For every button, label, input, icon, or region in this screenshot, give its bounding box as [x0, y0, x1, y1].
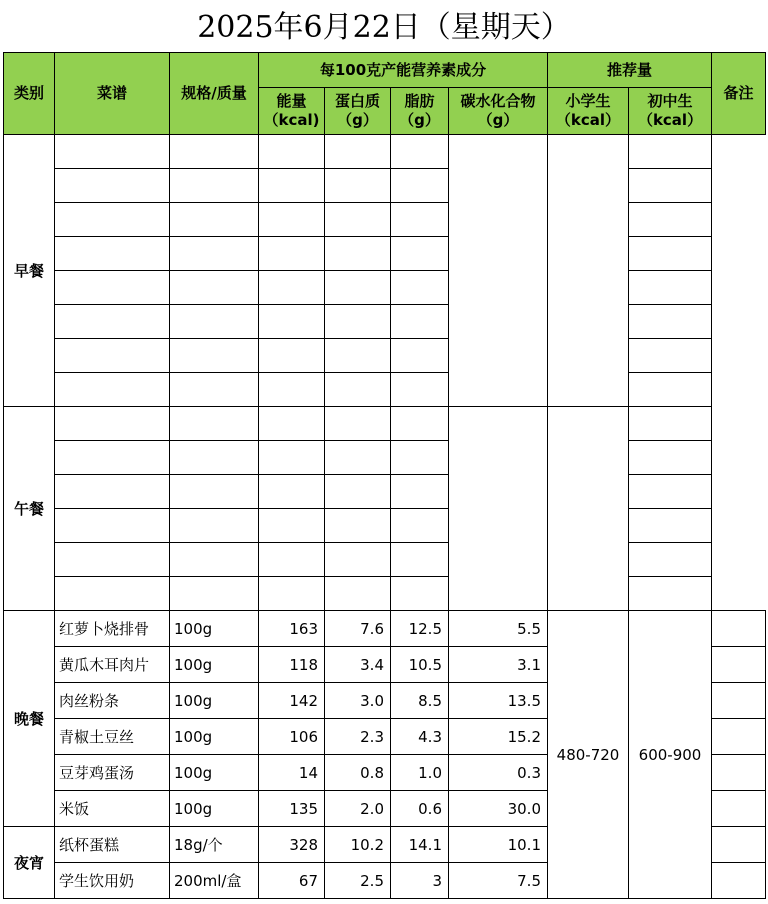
dish-fat: 0.6	[391, 791, 449, 827]
empty-cell	[325, 305, 391, 339]
dish-spec: 100g	[170, 791, 259, 827]
empty-cell	[170, 543, 259, 577]
dish-protein: 2.5	[325, 863, 391, 899]
dish-spec: 200ml/盒	[170, 863, 259, 899]
dish-carbs: 5.5	[449, 611, 548, 647]
dish-fat: 10.5	[391, 647, 449, 683]
table-row	[4, 577, 766, 611]
empty-cell	[629, 543, 712, 577]
header-recommend: 推荐量	[548, 53, 712, 88]
empty-cell	[170, 305, 259, 339]
empty-cell	[55, 271, 170, 305]
recommend-primary-breakfast	[449, 135, 548, 407]
dish-carbs: 13.5	[449, 683, 548, 719]
note-cell	[712, 683, 766, 719]
empty-cell	[629, 305, 712, 339]
dish-energy: 328	[259, 827, 325, 863]
dish-name: 红萝卜烧排骨	[55, 611, 170, 647]
empty-cell	[629, 237, 712, 271]
note-cell	[712, 791, 766, 827]
empty-cell	[170, 135, 259, 169]
dish-energy: 106	[259, 719, 325, 755]
empty-cell	[55, 203, 170, 237]
dish-name: 青椒土豆丝	[55, 719, 170, 755]
empty-cell	[170, 509, 259, 543]
table-row	[4, 203, 766, 237]
dish-name: 纸杯蛋糕	[55, 827, 170, 863]
dish-protein: 3.0	[325, 683, 391, 719]
empty-cell	[170, 577, 259, 611]
header-protein: 蛋白质（g）	[325, 88, 391, 135]
recommend-primary: 480-720	[548, 611, 629, 899]
empty-cell	[259, 169, 325, 203]
empty-cell	[391, 203, 449, 237]
empty-cell	[170, 271, 259, 305]
empty-cell	[259, 135, 325, 169]
empty-cell	[629, 407, 712, 441]
dish-energy: 67	[259, 863, 325, 899]
empty-cell	[325, 407, 391, 441]
dish-fat: 4.3	[391, 719, 449, 755]
empty-cell	[629, 169, 712, 203]
empty-cell	[629, 509, 712, 543]
table-row	[4, 305, 766, 339]
empty-cell	[629, 441, 712, 475]
recommend-middle: 600-900	[629, 611, 712, 899]
header-fat: 脂肪（g）	[391, 88, 449, 135]
empty-cell	[325, 373, 391, 407]
empty-cell	[55, 441, 170, 475]
empty-cell	[259, 373, 325, 407]
dish-carbs: 15.2	[449, 719, 548, 755]
dish-spec: 18g/个	[170, 827, 259, 863]
empty-cell	[629, 475, 712, 509]
empty-cell	[391, 339, 449, 373]
dish-spec: 100g	[170, 719, 259, 755]
empty-cell	[55, 169, 170, 203]
dish-protein: 7.6	[325, 611, 391, 647]
dish-protein: 2.3	[325, 719, 391, 755]
empty-cell	[55, 237, 170, 271]
header-energy: 能量（kcal)	[259, 88, 325, 135]
recommend-primary-lunch	[449, 407, 548, 611]
empty-cell	[629, 271, 712, 305]
note-cell	[712, 755, 766, 791]
table-row	[4, 611, 766, 647]
empty-cell	[170, 169, 259, 203]
header-spec: 规格/质量	[170, 53, 259, 135]
note-cell	[712, 647, 766, 683]
empty-cell	[259, 475, 325, 509]
dish-fat: 14.1	[391, 827, 449, 863]
empty-cell	[259, 509, 325, 543]
header-nutrients: 每100克产能营养素成分	[259, 53, 548, 88]
empty-cell	[629, 577, 712, 611]
dish-carbs: 3.1	[449, 647, 548, 683]
empty-cell	[55, 305, 170, 339]
empty-cell	[391, 475, 449, 509]
recommend-middle-lunch	[548, 407, 629, 611]
empty-cell	[55, 339, 170, 373]
dish-spec: 100g	[170, 683, 259, 719]
empty-cell	[391, 169, 449, 203]
dish-name: 黄瓜木耳肉片	[55, 647, 170, 683]
dish-spec: 100g	[170, 611, 259, 647]
table-row	[4, 441, 766, 475]
empty-cell	[170, 407, 259, 441]
empty-cell	[170, 237, 259, 271]
dish-carbs: 30.0	[449, 791, 548, 827]
empty-cell	[391, 373, 449, 407]
empty-cell	[55, 475, 170, 509]
header-carbs: 碳水化合物（g）	[449, 88, 548, 135]
empty-cell	[55, 543, 170, 577]
menu-table	[3, 52, 766, 899]
table-row	[4, 373, 766, 407]
dish-energy: 142	[259, 683, 325, 719]
dish-spec: 100g	[170, 647, 259, 683]
table-row	[4, 135, 766, 169]
dish-spec: 100g	[170, 755, 259, 791]
note-cell	[712, 719, 766, 755]
empty-cell	[391, 543, 449, 577]
dish-fat: 12.5	[391, 611, 449, 647]
empty-cell	[55, 509, 170, 543]
meal-dinner: 晚餐	[4, 611, 55, 827]
empty-cell	[170, 203, 259, 237]
empty-cell	[170, 339, 259, 373]
empty-cell	[325, 169, 391, 203]
table-row	[4, 475, 766, 509]
dish-carbs: 7.5	[449, 863, 548, 899]
note-cell	[712, 827, 766, 863]
table-row	[4, 169, 766, 203]
dish-fat: 1.0	[391, 755, 449, 791]
dish-fat: 3	[391, 863, 449, 899]
dish-energy: 14	[259, 755, 325, 791]
table-row	[4, 237, 766, 271]
table-row	[4, 407, 766, 441]
dish-fat: 8.5	[391, 683, 449, 719]
empty-cell	[55, 135, 170, 169]
header-note: 备注	[712, 53, 766, 135]
empty-cell	[170, 373, 259, 407]
dish-name: 肉丝粉条	[55, 683, 170, 719]
empty-cell	[325, 135, 391, 169]
header-category: 类别	[4, 53, 55, 135]
empty-cell	[325, 577, 391, 611]
empty-cell	[325, 237, 391, 271]
empty-cell	[55, 407, 170, 441]
empty-cell	[259, 441, 325, 475]
empty-cell	[259, 407, 325, 441]
header-middle: 初中生（kcal）	[629, 88, 712, 135]
empty-cell	[391, 237, 449, 271]
dish-protein: 3.4	[325, 647, 391, 683]
dish-energy: 135	[259, 791, 325, 827]
empty-cell	[325, 441, 391, 475]
empty-cell	[170, 475, 259, 509]
dish-name: 米饭	[55, 791, 170, 827]
empty-cell	[55, 577, 170, 611]
dish-name: 豆芽鸡蛋汤	[55, 755, 170, 791]
page-title: 2025年6月22日（星期天）	[197, 10, 571, 45]
meal-night: 夜宵	[4, 827, 55, 899]
meal-lunch: 午餐	[4, 407, 55, 611]
note-cell	[712, 863, 766, 899]
table-row	[4, 509, 766, 543]
dish-protein: 2.0	[325, 791, 391, 827]
header-primary: 小学生（kcal）	[548, 88, 629, 135]
empty-cell	[259, 237, 325, 271]
empty-cell	[325, 271, 391, 305]
table-row	[4, 543, 766, 577]
dish-name: 学生饮用奶	[55, 863, 170, 899]
recommend-middle-breakfast	[548, 135, 629, 407]
empty-cell	[325, 203, 391, 237]
header-dish: 菜谱	[55, 53, 170, 135]
empty-cell	[325, 475, 391, 509]
dish-carbs: 10.1	[449, 827, 548, 863]
empty-cell	[259, 271, 325, 305]
empty-cell	[629, 203, 712, 237]
empty-cell	[391, 441, 449, 475]
table-row	[4, 271, 766, 305]
empty-cell	[259, 305, 325, 339]
empty-cell	[259, 203, 325, 237]
empty-cell	[391, 509, 449, 543]
empty-cell	[391, 577, 449, 611]
empty-cell	[170, 441, 259, 475]
empty-cell	[391, 135, 449, 169]
dish-protein: 10.2	[325, 827, 391, 863]
dish-energy: 163	[259, 611, 325, 647]
table-row	[4, 339, 766, 373]
empty-cell	[259, 577, 325, 611]
empty-cell	[325, 543, 391, 577]
empty-cell	[629, 135, 712, 169]
empty-cell	[629, 339, 712, 373]
empty-cell	[259, 543, 325, 577]
dish-carbs: 0.3	[449, 755, 548, 791]
note-cell	[712, 611, 766, 647]
empty-cell	[629, 373, 712, 407]
empty-cell	[391, 407, 449, 441]
empty-cell	[325, 339, 391, 373]
dish-protein: 0.8	[325, 755, 391, 791]
empty-cell	[55, 373, 170, 407]
empty-cell	[391, 305, 449, 339]
empty-cell	[325, 509, 391, 543]
meal-breakfast: 早餐	[4, 135, 55, 407]
empty-cell	[259, 339, 325, 373]
dish-energy: 118	[259, 647, 325, 683]
empty-cell	[391, 271, 449, 305]
